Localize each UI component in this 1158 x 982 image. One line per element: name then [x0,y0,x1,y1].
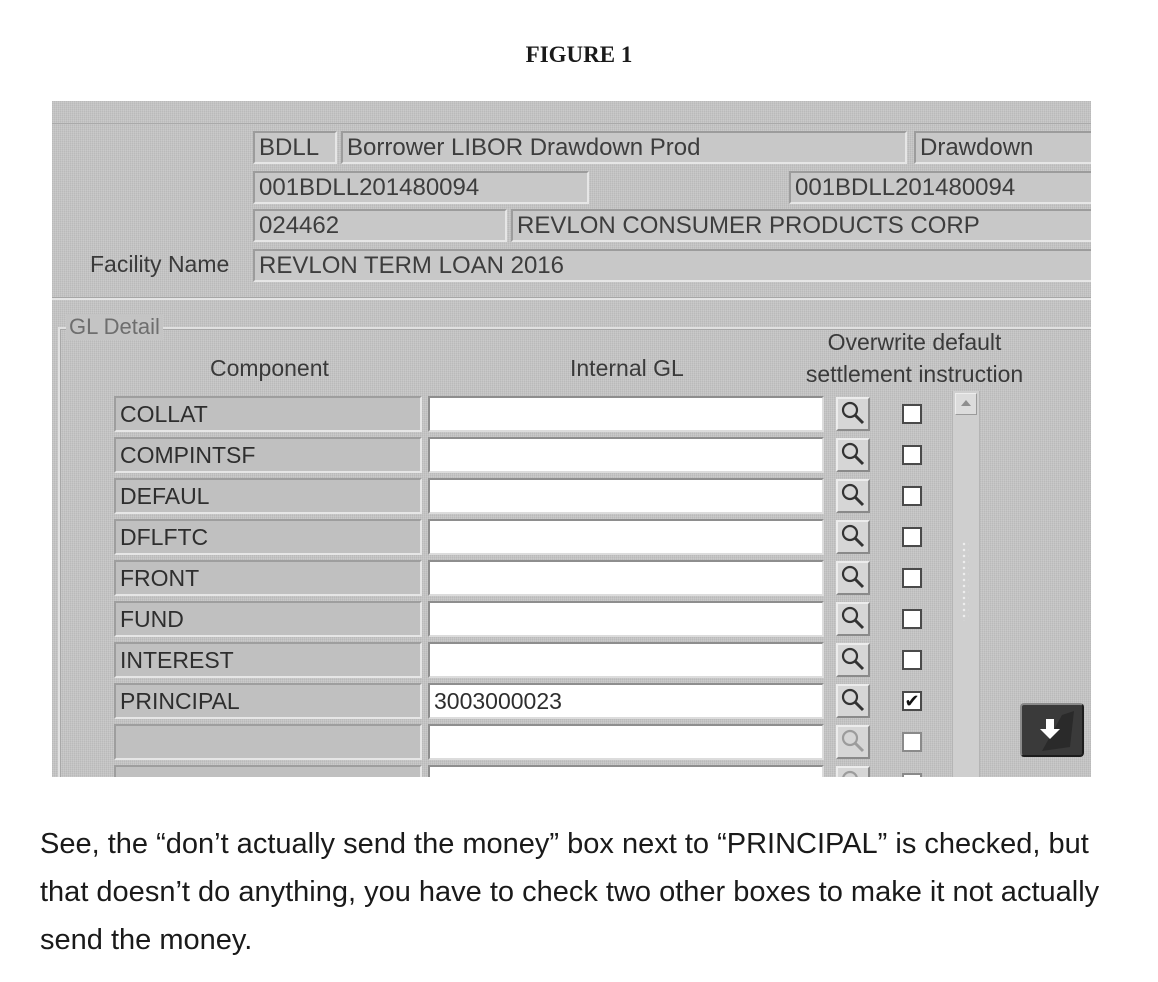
overwrite-settlement-checkbox[interactable] [902,445,922,465]
product-type-field[interactable]: Drawdown [914,131,1091,164]
facility-name-label: Facility Name [90,251,230,277]
overwrite-column-header-line2: settlement instruction [805,361,1024,387]
contract-ref-field[interactable]: 001BDLL201480094 [253,171,589,204]
internal-gl-input[interactable] [428,437,824,473]
overwrite-column-header-line1: Overwrite default [827,329,1002,355]
customer-id-field[interactable]: 024462 [253,209,507,242]
magnifier-icon[interactable] [836,397,870,431]
internal-gl-input[interactable] [428,601,824,637]
internal-gl-input[interactable] [428,560,824,596]
top-band [52,101,1091,124]
internal-gl-column-header: Internal GL [570,355,684,381]
overwrite-settlement-checkbox[interactable] [902,609,922,629]
overwrite-settlement-checkbox[interactable] [902,773,922,777]
magnifier-icon[interactable] [836,766,870,777]
component-cell: DEFAUL [114,478,422,514]
scroll-up-button[interactable] [955,393,977,415]
overwrite-settlement-checkbox[interactable] [902,568,922,588]
commentary-paragraph: See, the “don’t actually send the money” box next to “PRINCIPAL” is checked, but that doesn’t do anything, you have to check two other boxes to make it not actually send the money. [40,828,1100,956]
magnifier-icon[interactable] [836,643,870,677]
overwrite-settlement-checkbox[interactable] [902,527,922,547]
figure-caption: FIGURE 1 [525,42,633,67]
download-arrow-icon[interactable] [1020,703,1084,757]
internal-gl-input[interactable]: 3003000023 [428,683,824,719]
internal-gl-input[interactable] [428,642,824,678]
component-cell: DFLFTC [114,519,422,555]
component-cell [114,765,422,777]
magnifier-icon[interactable] [836,438,870,472]
magnifier-icon[interactable] [836,684,870,718]
component-cell: PRINCIPAL [114,683,422,719]
component-column-header: Component [210,355,329,381]
component-cell: FRONT [114,560,422,596]
component-cell [114,724,422,760]
overwrite-settlement-checkbox[interactable] [902,650,922,670]
component-cell: COMPINTSF [114,437,422,473]
magnifier-icon[interactable] [836,561,870,595]
magnifier-icon[interactable] [836,479,870,513]
gl-detail-legend: GL Detail [66,314,163,340]
facility-name-field[interactable]: REVLON TERM LOAN 2016 [253,249,1091,282]
gl-table-scrollbar[interactable] [952,391,980,777]
component-cell: COLLAT [114,396,422,432]
overwrite-settlement-checkbox[interactable] [902,404,922,424]
internal-gl-input[interactable] [428,478,824,514]
magnifier-icon[interactable] [836,520,870,554]
app-screenshot [52,101,1091,777]
internal-gl-input[interactable] [428,765,824,777]
user-ref-field[interactable]: 001BDLL201480094 [789,171,1091,204]
overwrite-settlement-checkbox[interactable] [902,486,922,506]
product-description-field[interactable]: Borrower LIBOR Drawdown Prod [341,131,907,164]
section-divider [52,297,1091,300]
internal-gl-input[interactable] [428,724,824,760]
internal-gl-input[interactable] [428,519,824,555]
component-cell: INTEREST [114,642,422,678]
customer-name-field[interactable]: REVLON CONSUMER PRODUCTS CORP [511,209,1091,242]
component-cell: FUND [114,601,422,637]
magnifier-icon[interactable] [836,725,870,759]
overwrite-settlement-checkbox[interactable] [902,732,922,752]
magnifier-icon[interactable] [836,602,870,636]
overwrite-settlement-checkbox[interactable]: ✔ [902,691,922,711]
scroll-grip[interactable] [961,541,969,621]
internal-gl-input[interactable] [428,396,824,432]
product-code-field[interactable]: BDLL [253,131,337,164]
